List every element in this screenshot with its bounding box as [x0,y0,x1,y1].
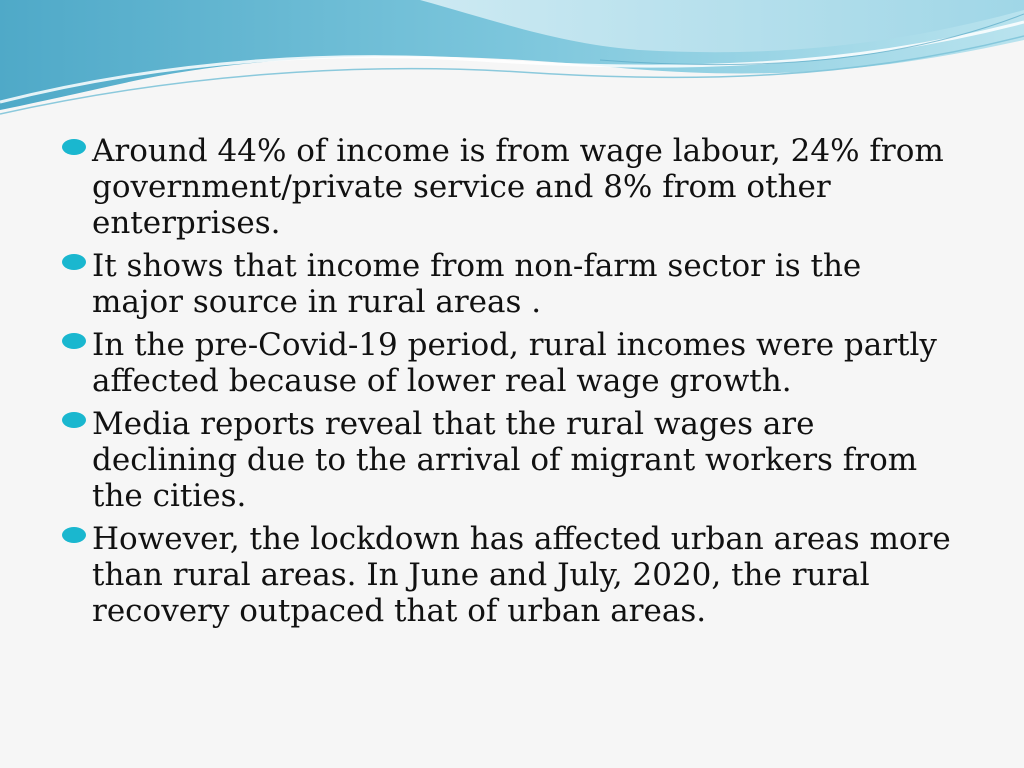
bullet-dot-icon [62,139,86,155]
header-wave-decoration [0,0,1024,130]
bullet-text: Media reports reveal that the rural wages are declining due to the arrival of migrant workers from the cities. [92,406,918,514]
bullet-text: It shows that income from non-farm sector is the major source in rural areas . [92,248,862,320]
bullet-dot-icon [62,527,86,543]
bullet-dot-icon [62,254,86,270]
bullet-text: However, the lockdown has affected urban areas more than rural areas. In June and July, 2020, the rural recovery outpaced that of urban areas. [92,521,951,629]
bullet-item [62,248,962,320]
bullet-text: In the pre-Covid-19 period, rural incomes were partly affected because of lower real wage growth. [92,327,937,399]
bullet-dot-icon [62,333,86,349]
bullet-item [62,521,962,629]
bullet-item [62,406,962,514]
bullet-text: Around 44% of income is from wage labour, 24% from government/private service and 8% from other enterprises. [92,133,944,241]
bullet-dot-icon [62,412,86,428]
bullet-item [62,327,962,399]
bullet-item [62,133,962,241]
bullet-list [62,133,962,636]
